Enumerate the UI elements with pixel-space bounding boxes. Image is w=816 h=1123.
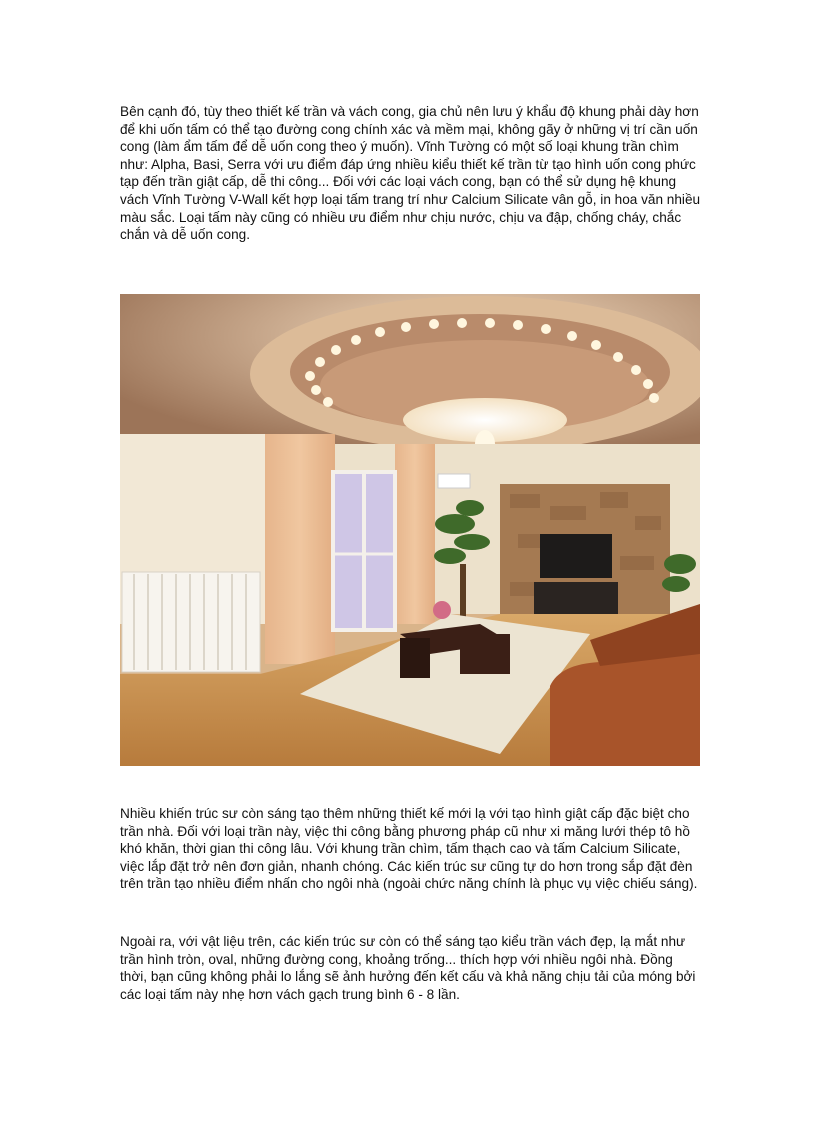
television [540,534,612,578]
paragraph-3: Ngoài ra, với vật liệu trên, các kiến trúc sư còn có thể sáng tạo kiểu trần vách đẹp, lạ mắt như trần hình tròn, oval, những đường cong, khoảng trống... thích hợp với nhiều ngôi nhà. Đồng thời, bạn cũng không phải lo lắng sẽ ảnh hưởng đến kết cấu và khả năng chịu tải của móng bởi các loại tấm này nhẹ hơn vách gạch trung bình 6 - 8 lần. [120,934,696,1002]
sofa [550,650,700,766]
tv-stand [534,582,618,616]
curtain-right [395,444,435,624]
living-room-photo [120,294,700,766]
paragraph-1: Bên cạnh đó, tùy theo thiết kế trần và vách cong, gia chủ nên lưu ý khẩu độ khung phải dày hơn để khi uốn tấm có thể tạo đường cong chính xác và mềm mại, không gãy ở những vị trí cần uốn cong (làm ẩm tấm để dễ uốn cong theo ý muốn). Vĩnh Tường có một số loại khung trần chìm như: Alpha, Basi, Serra với ưu điểm đáp ứng nhiều kiểu thiết kế trần từ tạo hình uốn cong phức tạp đến trần giật cấp, dễ thi công... Đối với các loại vách cong, bạn có thể sử dụng hệ khung vách Vĩnh Tường V-Wall kết hợp loại tấm trang trí như Calcium Silicate vân gỗ, in hoa văn nhiều màu sắc. Loại tấm này cũng có nhiều ưu điểm như chịu nước, chịu va đập, chống cháy, chắc chắn và dễ uốn cong. [120,104,701,243]
paragraph-2: Nhiều khiến trúc sư còn sáng tạo thêm những thiết kế mới lạ với tạo hình giật cấp đặc biệt cho trần nhà. Đối với loại trần này, việc thi công bằng phương pháp cũ như xi măng lưới thép tô hồ khó khăn, thời gian thi công lâu. Với khung trần chìm, tấm thạch cao và tấm Calcium Silicate, việc lắp đặt trở nên đơn giản, nhanh chóng. Các kiến trúc sư cũng tự do hơn trong sắp đặt đèn trên trần tạo nhiều điểm nhấn cho ngôi nhà (ngoài chức năng chính là phục vụ việc chiếu sáng). [120,806,698,892]
curtain-left [265,434,335,664]
air-conditioner [438,474,470,488]
